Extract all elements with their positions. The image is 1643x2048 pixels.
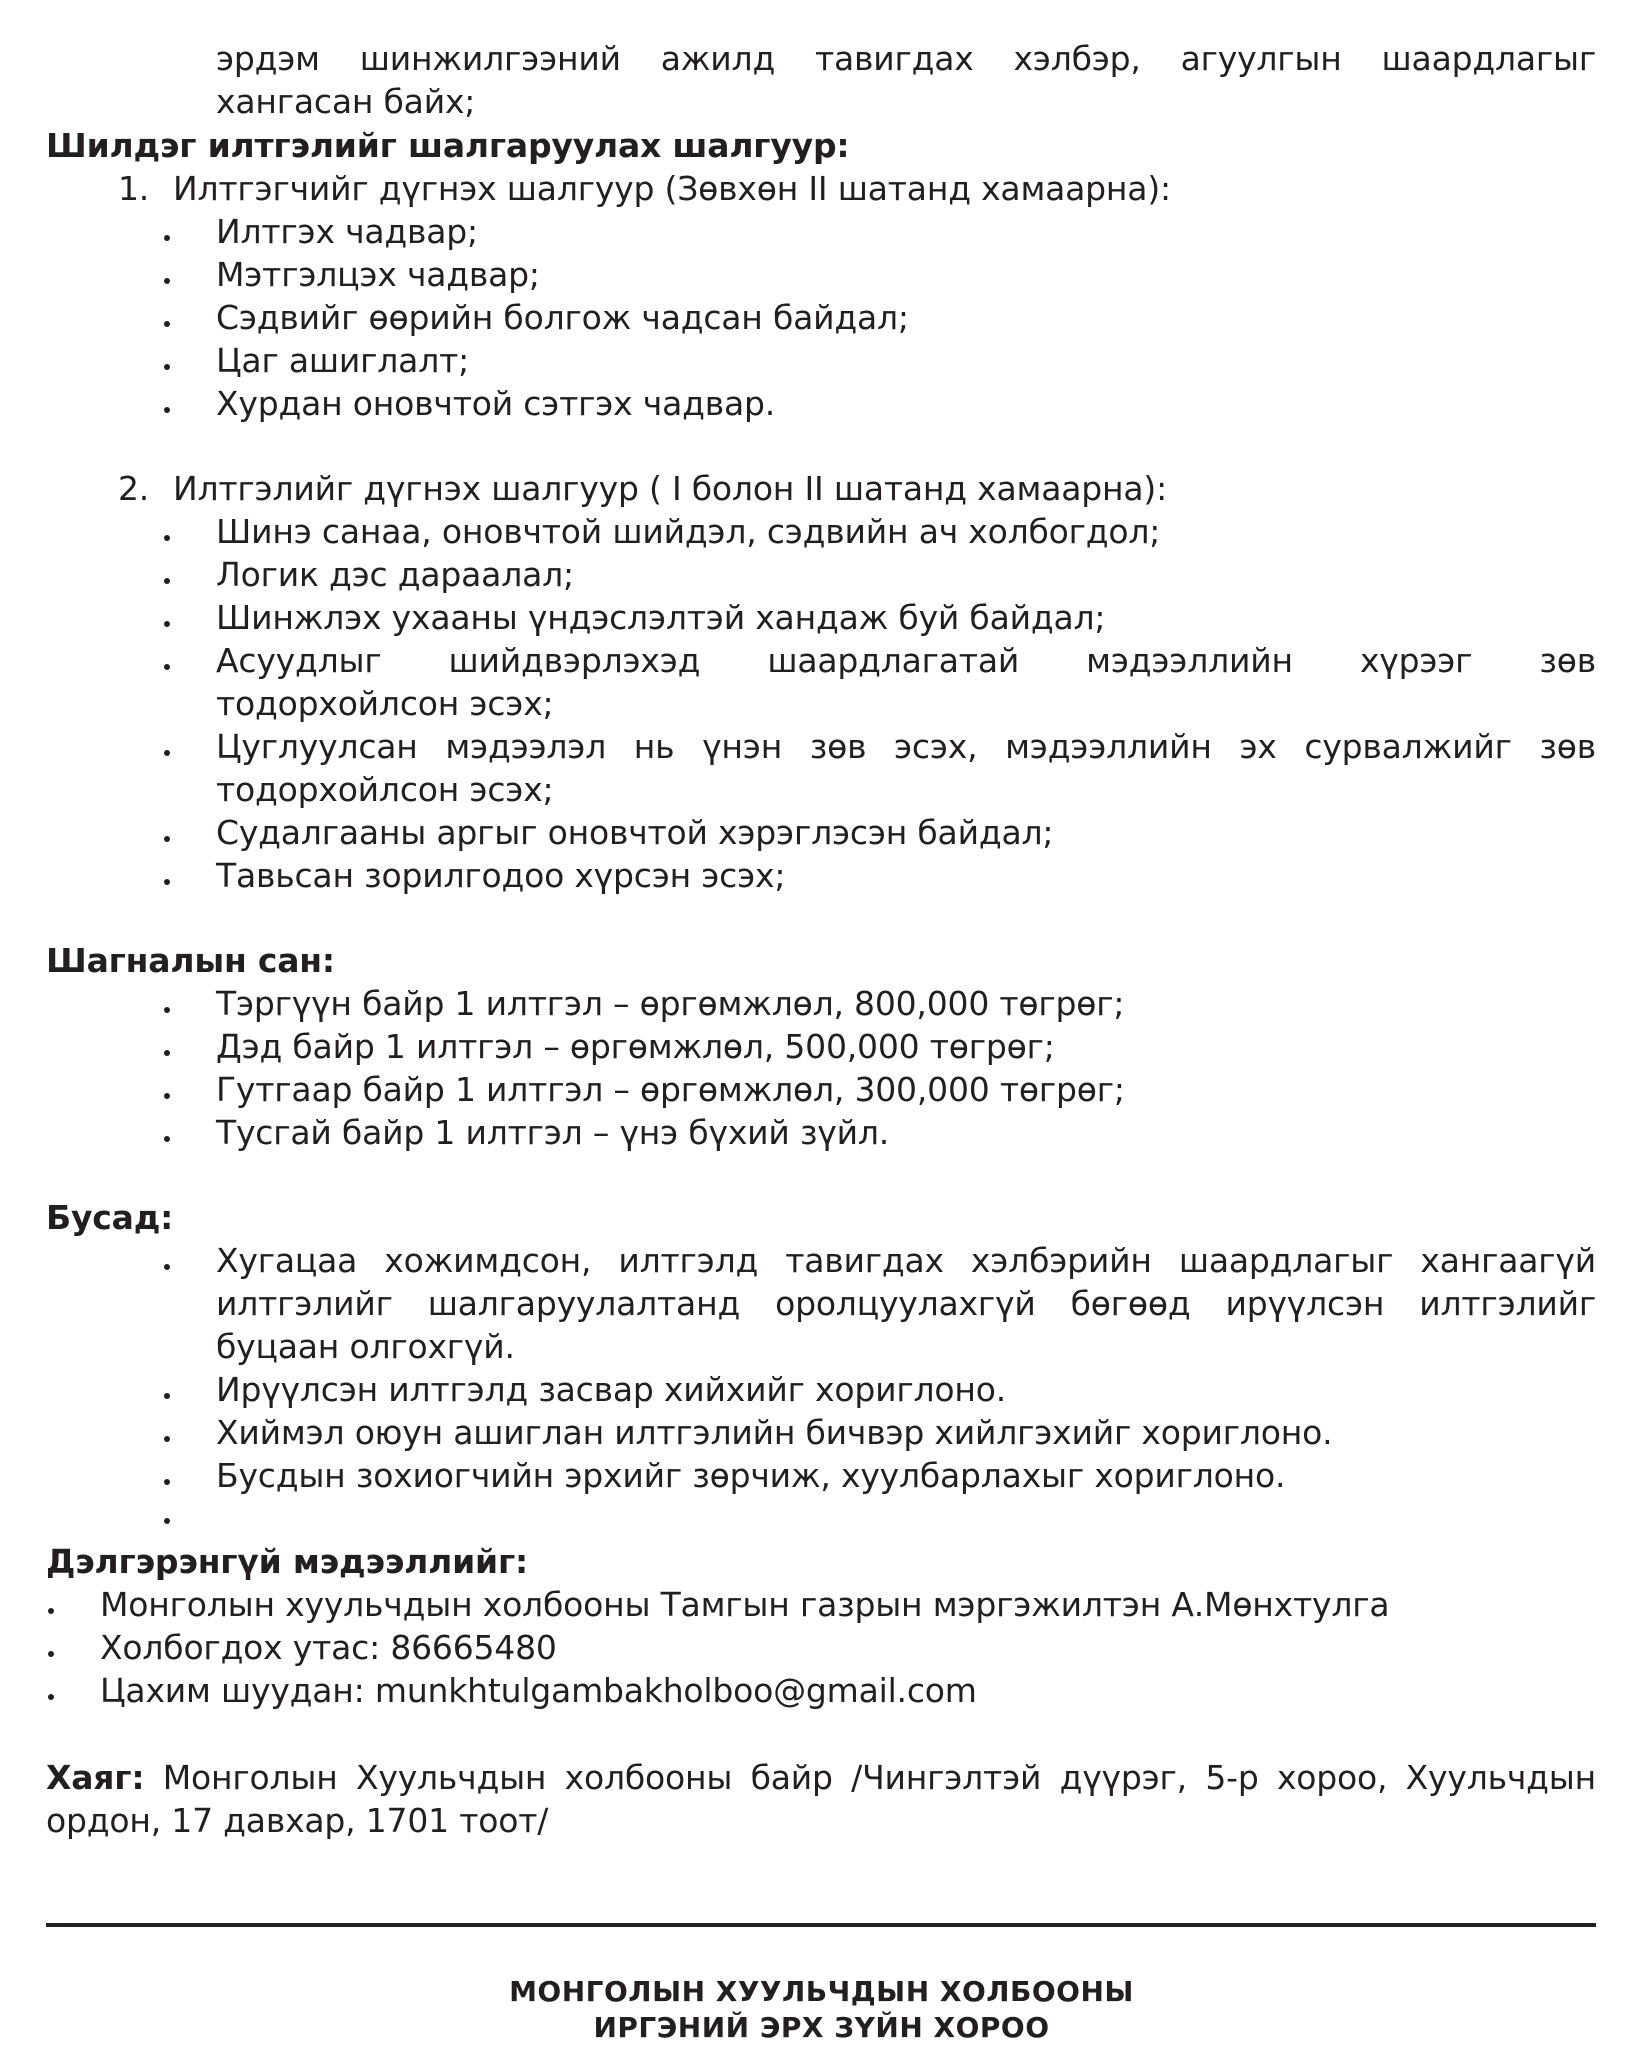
bullet-icon — [164, 1393, 170, 1399]
list-item: Логик дэс дараалал; — [216, 555, 574, 594]
list-item: Мэтгэлцэх чадвар; — [216, 255, 540, 294]
address-line-1 — [46, 1757, 1596, 1799]
bullet-icon — [164, 1093, 170, 1099]
contact-heading: Дэлгэрэнгүй мэдээллийг: — [46, 1542, 529, 1581]
bullet-icon — [164, 407, 170, 413]
prize-item: Тусгай байр 1 илтгэл – үнэ бүхий зүйл. — [216, 1113, 890, 1152]
bullet-icon — [164, 1264, 170, 1270]
other-item-continuation: буцаан олгохгүй. — [216, 1327, 515, 1366]
bullet-icon — [48, 1694, 54, 1700]
address-text-1: Монголын Хуульчдын холбооны байр /Чингэлтэй дүүрэг, 5-р хороо, Хуульчдын — [144, 1758, 1596, 1797]
list-item: Цаг ашиглалт; — [216, 341, 470, 380]
bullet-icon — [164, 1479, 170, 1485]
prize-fund-heading: Шагналын сан: — [46, 941, 335, 980]
list-item: Тавьсан зорилгодоо хүрсэн эсэх; — [216, 856, 786, 895]
bullet-icon — [164, 321, 170, 327]
list-item: Хурдан оновчтой сэтгэх чадвар. — [216, 384, 776, 423]
bullet-icon — [164, 364, 170, 370]
other-item: Хиймэл оюун ашиглан илтгэлийн бичвэр хийлгэхийг хориглоно. — [216, 1413, 1333, 1452]
intro-line-2: хангасан байх; — [216, 82, 476, 121]
bullet-icon — [164, 1007, 170, 1013]
list-item: Шинжлэх ухааны үндэслэлтэй хандаж буй байдал; — [216, 598, 1106, 637]
bullet-icon — [164, 879, 170, 885]
address-label: Хаяг: — [46, 1758, 145, 1797]
other-heading: Бусад: — [46, 1198, 174, 1237]
list-item: Судалгааны аргыг оновчтой хэрэглэсэн байдал; — [216, 813, 1054, 852]
contact-email: Цахим шуудан: munkhtulgambakholboo@gmail.com — [100, 1671, 977, 1710]
bullet-icon — [164, 1136, 170, 1142]
bullet-icon-empty-item — [164, 1518, 170, 1524]
bullet-icon — [164, 578, 170, 584]
other-item-continuation: илтгэлийг шалгаруулалтанд оролцуулахгүй бөгөөд ирүүлсэн илтгэлийг — [216, 1284, 1596, 1323]
bullet-icon — [48, 1608, 54, 1614]
group-1-number: 1. — [118, 169, 150, 208]
group-1-title: Илтгэгчийг дүгнэх шалгуур (Зөвхөн II шатанд хамаарна): — [173, 169, 1171, 208]
bullet-icon — [164, 1050, 170, 1056]
selection-criteria-heading: Шилдэг илтгэлийг шалгаруулах шалгуур: — [46, 126, 850, 165]
bullet-icon — [164, 750, 170, 756]
contact-person: Монголын хуульчдын холбооны Тамгын газрын мэргэжилтэн А.Мөнхтулга — [100, 1585, 1390, 1624]
list-item: Илтгэх чадвар; — [216, 212, 478, 251]
bullet-icon — [164, 621, 170, 627]
bullet-icon — [164, 664, 170, 670]
bullet-icon — [164, 235, 170, 241]
footer-org-line-1: МОНГОЛЫН ХУУЛЬЧДЫН ХОЛБООНЫ — [509, 1975, 1134, 2008]
bullet-icon — [164, 1436, 170, 1442]
list-item-continuation: тодорхойлсон эсэх; — [216, 684, 554, 723]
other-item: Хугацаа хожимдсон, илтгэлд тавигдах хэлбэрийн шаардлагыг хангаагүй — [216, 1241, 1596, 1280]
intro-line-1: эрдэм шинжилгээний ажилд тавигдах хэлбэр, агуулгын шаардлагыг — [216, 39, 1596, 78]
footer-org-line-2: ИРГЭНИЙ ЭРХ ЗҮЙН ХОРОО — [593, 2011, 1050, 2044]
list-item: Асуудлыг шийдвэрлэхэд шаардлагатай мэдээллийн хүрээг зөв — [216, 641, 1596, 680]
prize-item: Дэд байр 1 илтгэл – өргөмжлөл, 500,000 төгрөг; — [216, 1027, 1055, 1066]
address-line-2: ордон, 17 давхар, 1701 тоот/ — [46, 1801, 549, 1840]
list-item: Сэдвийг өөрийн болгож чадсан байдал; — [216, 298, 909, 337]
bullet-icon — [164, 535, 170, 541]
group-2-number: 2. — [118, 469, 150, 508]
bullet-icon — [164, 836, 170, 842]
list-item-continuation: тодорхойлсон эсэх; — [216, 770, 554, 809]
bullet-icon — [48, 1651, 54, 1657]
other-item: Бусдын зохиогчийн эрхийг зөрчиж, хуулбарлахыг хориглоно. — [216, 1456, 1286, 1495]
list-item: Шинэ санаа, оновчтой шийдэл, сэдвийн ач холбогдол; — [216, 512, 1161, 551]
group-2-title: Илтгэлийг дүгнэх шалгуур ( I болон II шатанд хамаарна): — [173, 469, 1168, 508]
prize-item: Гутгаар байр 1 илтгэл – өргөмжлөл, 300,000 төгрөг; — [216, 1070, 1125, 1109]
bullet-icon — [164, 278, 170, 284]
other-item: Ирүүлсэн илтгэлд засвар хийхийг хориглоно. — [216, 1370, 1006, 1409]
contact-phone: Холбогдох утас: 86665480 — [100, 1628, 557, 1667]
list-item: Цуглуулсан мэдээлэл нь үнэн зөв эсэх, мэдээллийн эх сурвалжийг зөв — [216, 727, 1596, 766]
footer-divider — [46, 1923, 1596, 1927]
prize-item: Тэргүүн байр 1 илтгэл – өргөмжлөл, 800,000 төгрөг; — [216, 984, 1125, 1023]
